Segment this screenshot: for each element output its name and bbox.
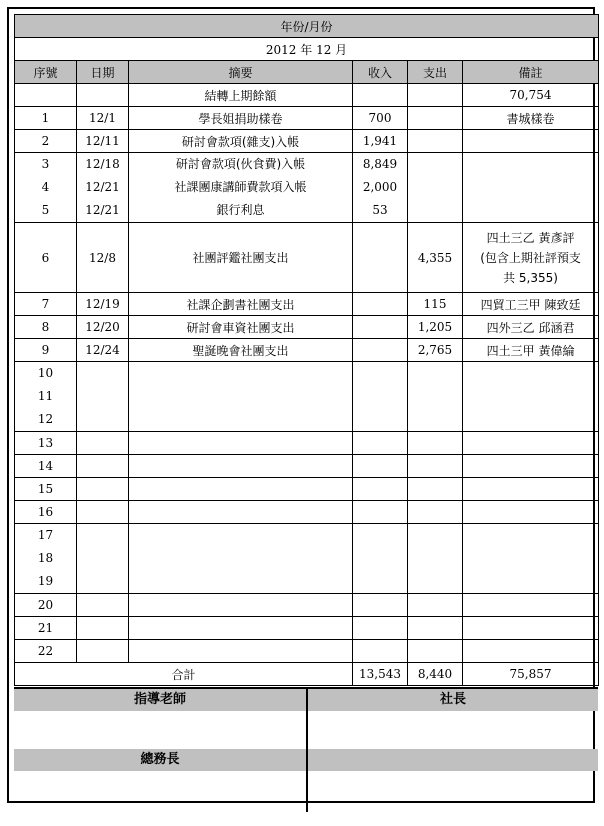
col-header-no: 序號 <box>15 61 77 84</box>
cell-note <box>463 617 599 640</box>
cell-date <box>77 362 129 432</box>
cell-income <box>353 455 408 478</box>
cell-expense <box>408 640 463 663</box>
table-row <box>15 455 599 478</box>
cell-date <box>77 617 129 640</box>
cell-note <box>463 432 599 455</box>
cell-date <box>77 153 129 223</box>
cell-income: 700 <box>353 107 408 130</box>
line-income: 2,000 <box>362 180 398 194</box>
ledger-sheet <box>7 7 595 803</box>
col-header-summary: 摘要 <box>129 61 353 84</box>
line-no: 19 <box>37 574 54 588</box>
cell-income <box>353 293 408 316</box>
cell-summary: 結轉上期餘額 <box>129 84 353 107</box>
cell-summary: 研討會款項(雜支)入帳 <box>129 130 353 153</box>
total-label: 合計 <box>15 663 353 686</box>
note-line: (包含上期社評預支 <box>480 250 581 265</box>
cell-summary <box>129 524 353 594</box>
cell-no: 16 <box>15 501 77 524</box>
table-row <box>15 153 599 223</box>
table-row <box>15 432 599 455</box>
line-income: 8,849 <box>362 157 398 171</box>
cell-no <box>15 153 77 223</box>
cell-note: 書城樣卷 <box>463 107 599 130</box>
line-no: 18 <box>37 551 54 565</box>
table-row <box>15 501 599 524</box>
note-line: 四土三乙 黃彥評 <box>486 230 575 245</box>
cell-note <box>463 223 599 293</box>
cell-income <box>353 362 408 432</box>
cell-no: 2 <box>15 130 77 153</box>
cell-no: 21 <box>15 617 77 640</box>
cell-summary <box>129 153 353 223</box>
cell-no: 8 <box>15 316 77 339</box>
cell-expense <box>408 432 463 455</box>
cell-no: 15 <box>15 478 77 501</box>
line-no: 12 <box>37 412 54 426</box>
advisor-label: 指導老師 <box>14 689 306 711</box>
cell-date: 12/20 <box>77 316 129 339</box>
cell-no <box>15 84 77 107</box>
cell-note: 四貿工三甲 陳致廷 <box>463 293 599 316</box>
cell-expense <box>408 455 463 478</box>
cell-note <box>463 455 599 478</box>
col-header-note: 備註 <box>463 61 599 84</box>
cell-note <box>463 640 599 663</box>
president-label: 社長 <box>308 689 598 711</box>
table-row <box>15 84 599 107</box>
cell-income <box>353 316 408 339</box>
line-date: 12/21 <box>85 203 120 217</box>
cell-expense <box>408 84 463 107</box>
cell-income <box>353 153 408 223</box>
table-row <box>15 640 599 663</box>
cell-income <box>353 617 408 640</box>
cell-date <box>77 524 129 594</box>
cell-note: 四土三甲 黃偉綸 <box>463 339 599 362</box>
cell-expense: 2,765 <box>408 339 463 362</box>
table-row <box>15 478 599 501</box>
cell-date <box>77 478 129 501</box>
table-row <box>15 223 599 293</box>
cell-summary: 聖誕晚會社團支出 <box>129 339 353 362</box>
cell-summary: 社團評鑑社團支出 <box>129 223 353 293</box>
line-summary: 研討會款項(伙食費)入帳 <box>175 157 306 171</box>
cell-note <box>463 524 599 594</box>
line-no: 3 <box>41 157 50 171</box>
cell-no: 13 <box>15 432 77 455</box>
ledger-period: 2012 年 12 月 <box>15 38 599 61</box>
line-income: 53 <box>372 203 388 217</box>
cell-no: 9 <box>15 339 77 362</box>
total-expense: 8,440 <box>408 663 463 686</box>
cell-expense <box>408 501 463 524</box>
cell-income <box>353 640 408 663</box>
cell-income <box>353 478 408 501</box>
cell-no: 22 <box>15 640 77 663</box>
cell-note <box>463 501 599 524</box>
col-header-date: 日期 <box>77 61 129 84</box>
table-row <box>15 130 599 153</box>
cell-no: 14 <box>15 455 77 478</box>
cell-expense <box>408 130 463 153</box>
cell-note: 四外三乙 邱涵君 <box>463 316 599 339</box>
cell-summary <box>129 455 353 478</box>
line-summary: 銀行利息 <box>216 203 265 217</box>
cell-no: 7 <box>15 293 77 316</box>
cell-expense <box>408 524 463 594</box>
ledger-title: 年份/月份 <box>15 15 599 38</box>
line-no: 11 <box>37 389 54 403</box>
cell-expense <box>408 107 463 130</box>
cell-summary: 研討會車資社團支出 <box>129 316 353 339</box>
cell-income <box>353 594 408 617</box>
cell-date <box>77 84 129 107</box>
cell-note <box>463 594 599 617</box>
general-affairs-label: 總務長 <box>14 749 306 771</box>
cell-income <box>353 432 408 455</box>
cell-expense: 1,205 <box>408 316 463 339</box>
line-no: 4 <box>41 180 50 194</box>
cell-summary <box>129 594 353 617</box>
cell-date <box>77 455 129 478</box>
cell-expense <box>408 153 463 223</box>
signature-section <box>14 687 598 812</box>
cell-income <box>353 223 408 293</box>
table-row <box>15 594 599 617</box>
cell-date: 12/11 <box>77 130 129 153</box>
cell-income <box>353 501 408 524</box>
line-summary: 社課團康講師費款項入帳 <box>174 180 307 194</box>
cell-no <box>15 524 77 594</box>
total-balance: 75,857 <box>463 663 599 686</box>
table-row <box>15 107 599 130</box>
cell-summary: 社課企劃書社團支出 <box>129 293 353 316</box>
line-no: 10 <box>37 366 54 380</box>
cell-income <box>353 524 408 594</box>
line-no: 5 <box>41 203 50 217</box>
cell-expense <box>408 478 463 501</box>
cell-summary <box>129 617 353 640</box>
cell-summary <box>129 432 353 455</box>
cell-expense: 115 <box>408 293 463 316</box>
table-row <box>15 316 599 339</box>
line-no: 17 <box>37 528 54 542</box>
cell-date <box>77 501 129 524</box>
table-row <box>15 362 599 432</box>
total-income: 13,543 <box>353 663 408 686</box>
cell-no: 6 <box>15 223 77 293</box>
note-line: 共 5,355) <box>503 270 558 285</box>
cell-date: 12/24 <box>77 339 129 362</box>
cell-expense <box>408 617 463 640</box>
cell-income <box>353 339 408 362</box>
cell-note <box>463 478 599 501</box>
cell-date <box>77 594 129 617</box>
line-date: 12/18 <box>85 157 120 171</box>
cell-income <box>353 84 408 107</box>
cell-note <box>463 153 599 223</box>
cell-note: 70,754 <box>463 84 599 107</box>
cell-summary <box>129 478 353 501</box>
line-date: 12/21 <box>85 180 120 194</box>
cell-income: 1,941 <box>353 130 408 153</box>
cell-date <box>77 640 129 663</box>
cell-note <box>463 362 599 432</box>
cell-date: 12/8 <box>77 223 129 293</box>
total-row <box>15 663 599 686</box>
signature-blank-header <box>308 749 598 771</box>
cell-summary: 學長姐捐助樣卷 <box>129 107 353 130</box>
cell-date: 12/1 <box>77 107 129 130</box>
cell-expense <box>408 362 463 432</box>
table-row <box>15 293 599 316</box>
cell-date: 12/19 <box>77 293 129 316</box>
table-row <box>15 339 599 362</box>
col-header-income: 收入 <box>353 61 408 84</box>
col-header-expense: 支出 <box>408 61 463 84</box>
cell-date <box>77 432 129 455</box>
cell-summary <box>129 501 353 524</box>
cell-no <box>15 362 77 432</box>
cell-expense: 4,355 <box>408 223 463 293</box>
cell-summary <box>129 362 353 432</box>
table-row <box>15 617 599 640</box>
cell-summary <box>129 640 353 663</box>
ledger-table <box>14 14 599 686</box>
cell-note <box>463 130 599 153</box>
table-row <box>15 524 599 594</box>
cell-no: 1 <box>15 107 77 130</box>
cell-no: 20 <box>15 594 77 617</box>
cell-expense <box>408 594 463 617</box>
